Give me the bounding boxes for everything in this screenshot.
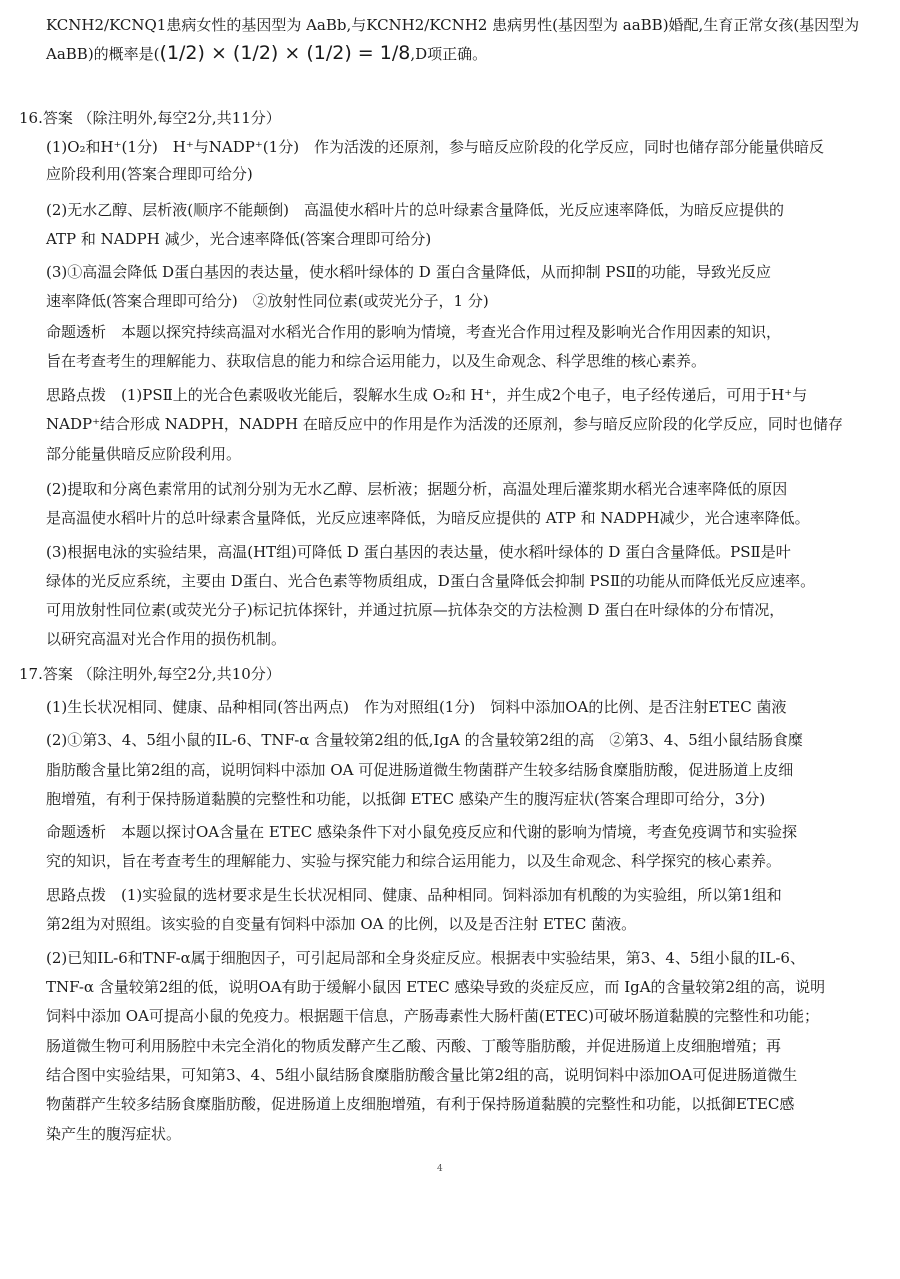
text-line: 思路点拨 (1)实验鼠的选材要求是生长状况相同、健康、品种相同。饲料添加有机酸的为实验组，所以第1组和 [46, 886, 782, 904]
text-line: ,D项正确。 [410, 45, 488, 63]
text-line: 是高温使水稻叶片的总叶绿素含量降低，光反应速率降低，为暗反应提供的 ATP 和 NADPH减少，光合速率降低。 [46, 509, 810, 527]
text-line: 应阶段利用(答案合理即可给分) [46, 165, 253, 183]
text-line: 物菌群产生较多结肠食糜脂肪酸，促进肠道上皮细胞增殖，有利于保持肠道黏膜的完整性和功能，以抵御ETEC感 [46, 1095, 795, 1113]
text-line: 绿体的光反应系统，主要由 D蛋白、光合色素等物质组成，D蛋白含量降低会抑制 PSⅡ的功能从而降低光反应速率。 [46, 572, 816, 590]
text-line: 思路点拨 (1)PSⅡ上的光合色素吸收光能后，裂解水生成 O₂和 H⁺，并生成2个电子，电子经传递后，可用于H⁺与 [46, 386, 808, 404]
text-line: (3)根据电泳的实验结果，高温(HT组)可降低 D 蛋白基因的表达量，使水稻叶绿体的 D 蛋白含量降低。PSⅡ是叶 [46, 543, 791, 561]
text-line: 速率降低(答案合理即可给分) ②放射性同位素(或荧光分子，1 分) [46, 292, 489, 310]
text-line: 肠道微生物可利用肠腔中未完全消化的物质发酵产生乙酸、丙酸、丁酸等脂肪酸，并促进肠道上皮细胞增殖；再 [46, 1037, 782, 1055]
text-line: 胞增殖，有利于保持肠道黏膜的完整性和功能，以抵御 ETEC 感染产生的腹泻症状(答案合理即可给分，3分) [46, 790, 766, 808]
text-line: 染产生的腹泻症状。 [46, 1125, 182, 1143]
text-line: 第2组为对照组。该实验的自变量有饲料中添加 OA 的比例，以及是否注射 ETEC 菌液。 [46, 915, 637, 933]
section-16-heading: 16.答案 （除注明外,每空2分,共11分） [19, 109, 281, 127]
text-line: KCNH2/KCNQ1患病女性的基因型为 AaBb,与KCNH2/KCNH2 患病男性(基因型为 aaBB)婚配,生育正常女孩(基因型为 [46, 16, 860, 34]
text-line: 以研究高温对光合作用的损伤机制。 [46, 630, 287, 648]
probability-line [46, 43, 487, 64]
text-line: (1)生长状况相同、健康、品种相同(答出两点) 作为对照组(1分) 饲料中添加OA的比例、是否注射ETEC 菌液 [46, 698, 787, 716]
text-line: AaBB)的概率是( [46, 45, 160, 63]
text-line: (3)①高温会降低 D蛋白基因的表达量，使水稻叶绿体的 D 蛋白含量降低，从而抑制 PSⅡ的功能，导致光反应 [46, 263, 771, 281]
text-line: NADP⁺结合形成 NADPH，NADPH 在暗反应中的作用是作为活泼的还原剂，参与暗反应阶段的化学反应，同时也储存 [46, 415, 843, 433]
text-line: 命题透析 本题以探究持续高温对水稻光合作用的影响为情境，考查光合作用过程及影响光合作用因素的知识， [46, 323, 782, 341]
section-17-heading: 17.答案 （除注明外,每空2分,共10分） [19, 665, 281, 683]
text-line: 部分能量供暗反应阶段利用。 [46, 445, 242, 463]
text-line: 可用放射性同位素(或荧光分子)标记抗体探针，并通过抗原—抗体杂交的方法检测 D 蛋白在叶绿体的分布情况， [46, 601, 785, 619]
text-line: 饲料中添加 OA可提高小鼠的免疫力。根据题干信息，产肠毒素性大肠杆菌(ETEC)可破坏肠道黏膜的完整性和功能； [46, 1007, 819, 1025]
text-line: (2)提取和分离色素常用的试剂分别为无水乙醇、层析液；据题分析，高温处理后灌浆期水稻光合速率降低的原因 [46, 480, 788, 498]
text-line: 结合图中实验结果，可知第3、4、5组小鼠结肠食糜脂肪酸含量比第2组的高，说明饲料中添加OA可促进肠道微生 [46, 1066, 798, 1084]
text-line: 究的知识，旨在考查考生的理解能力、实验与探究能力和综合运用能力，以及生命观念、科学探究的核心素养。 [46, 852, 782, 870]
text-line: (2)①第3、4、5组小鼠的IL-6、TNF-α 含量较第2组的低,IgA 的含量较第2组的高 ②第3、4、5组小鼠结肠食糜 [46, 731, 803, 749]
text-line: 脂肪酸含量比第2组的高，说明饲料中添加 OA 可促进肠道微生物菌群产生较多结肠食糜脂肪酸，促进肠道上皮细 [46, 761, 794, 779]
text-line: (1)O₂和H⁺(1分) H⁺与NADP⁺(1分) 作为活泼的还原剂，参与暗反应阶段的化学反应，同时也储存部分能量供暗反 [46, 138, 825, 156]
text-line: (2)已知IL-6和TNF-α属于细胞因子，可引起局部和全身炎症反应。根据表中实验结果，第3、4、5组小鼠的IL-6、 [46, 949, 805, 967]
text-line: ATP 和 NADPH 减少，光合速率降低(答案合理即可给分) [46, 230, 432, 248]
page-number: 4 [437, 1164, 443, 1174]
probability-formula: (1/2) × (1/2) × (1/2) = 1/8 [159, 42, 411, 64]
text-line: 旨在考查考生的理解能力、获取信息的能力和综合运用能力，以及生命观念、科学思维的核心素养。 [46, 352, 707, 370]
text-line: TNF-α 含量较第2组的低，说明OA有助于缓解小鼠因 ETEC 感染导致的炎症反应，而 IgA的含量较第2组的高，说明 [46, 978, 826, 996]
text-line: 命题透析 本题以探讨OA含量在 ETEC 感染条件下对小鼠免疫反应和代谢的影响为情境，考查免疫调节和实验探 [46, 823, 798, 841]
text-line: (2)无水乙醇、层析液(顺序不能颠倒) 高温使水稻叶片的总叶绿素含量降低，光反应速率降低，为暗反应提供的 [46, 201, 784, 219]
